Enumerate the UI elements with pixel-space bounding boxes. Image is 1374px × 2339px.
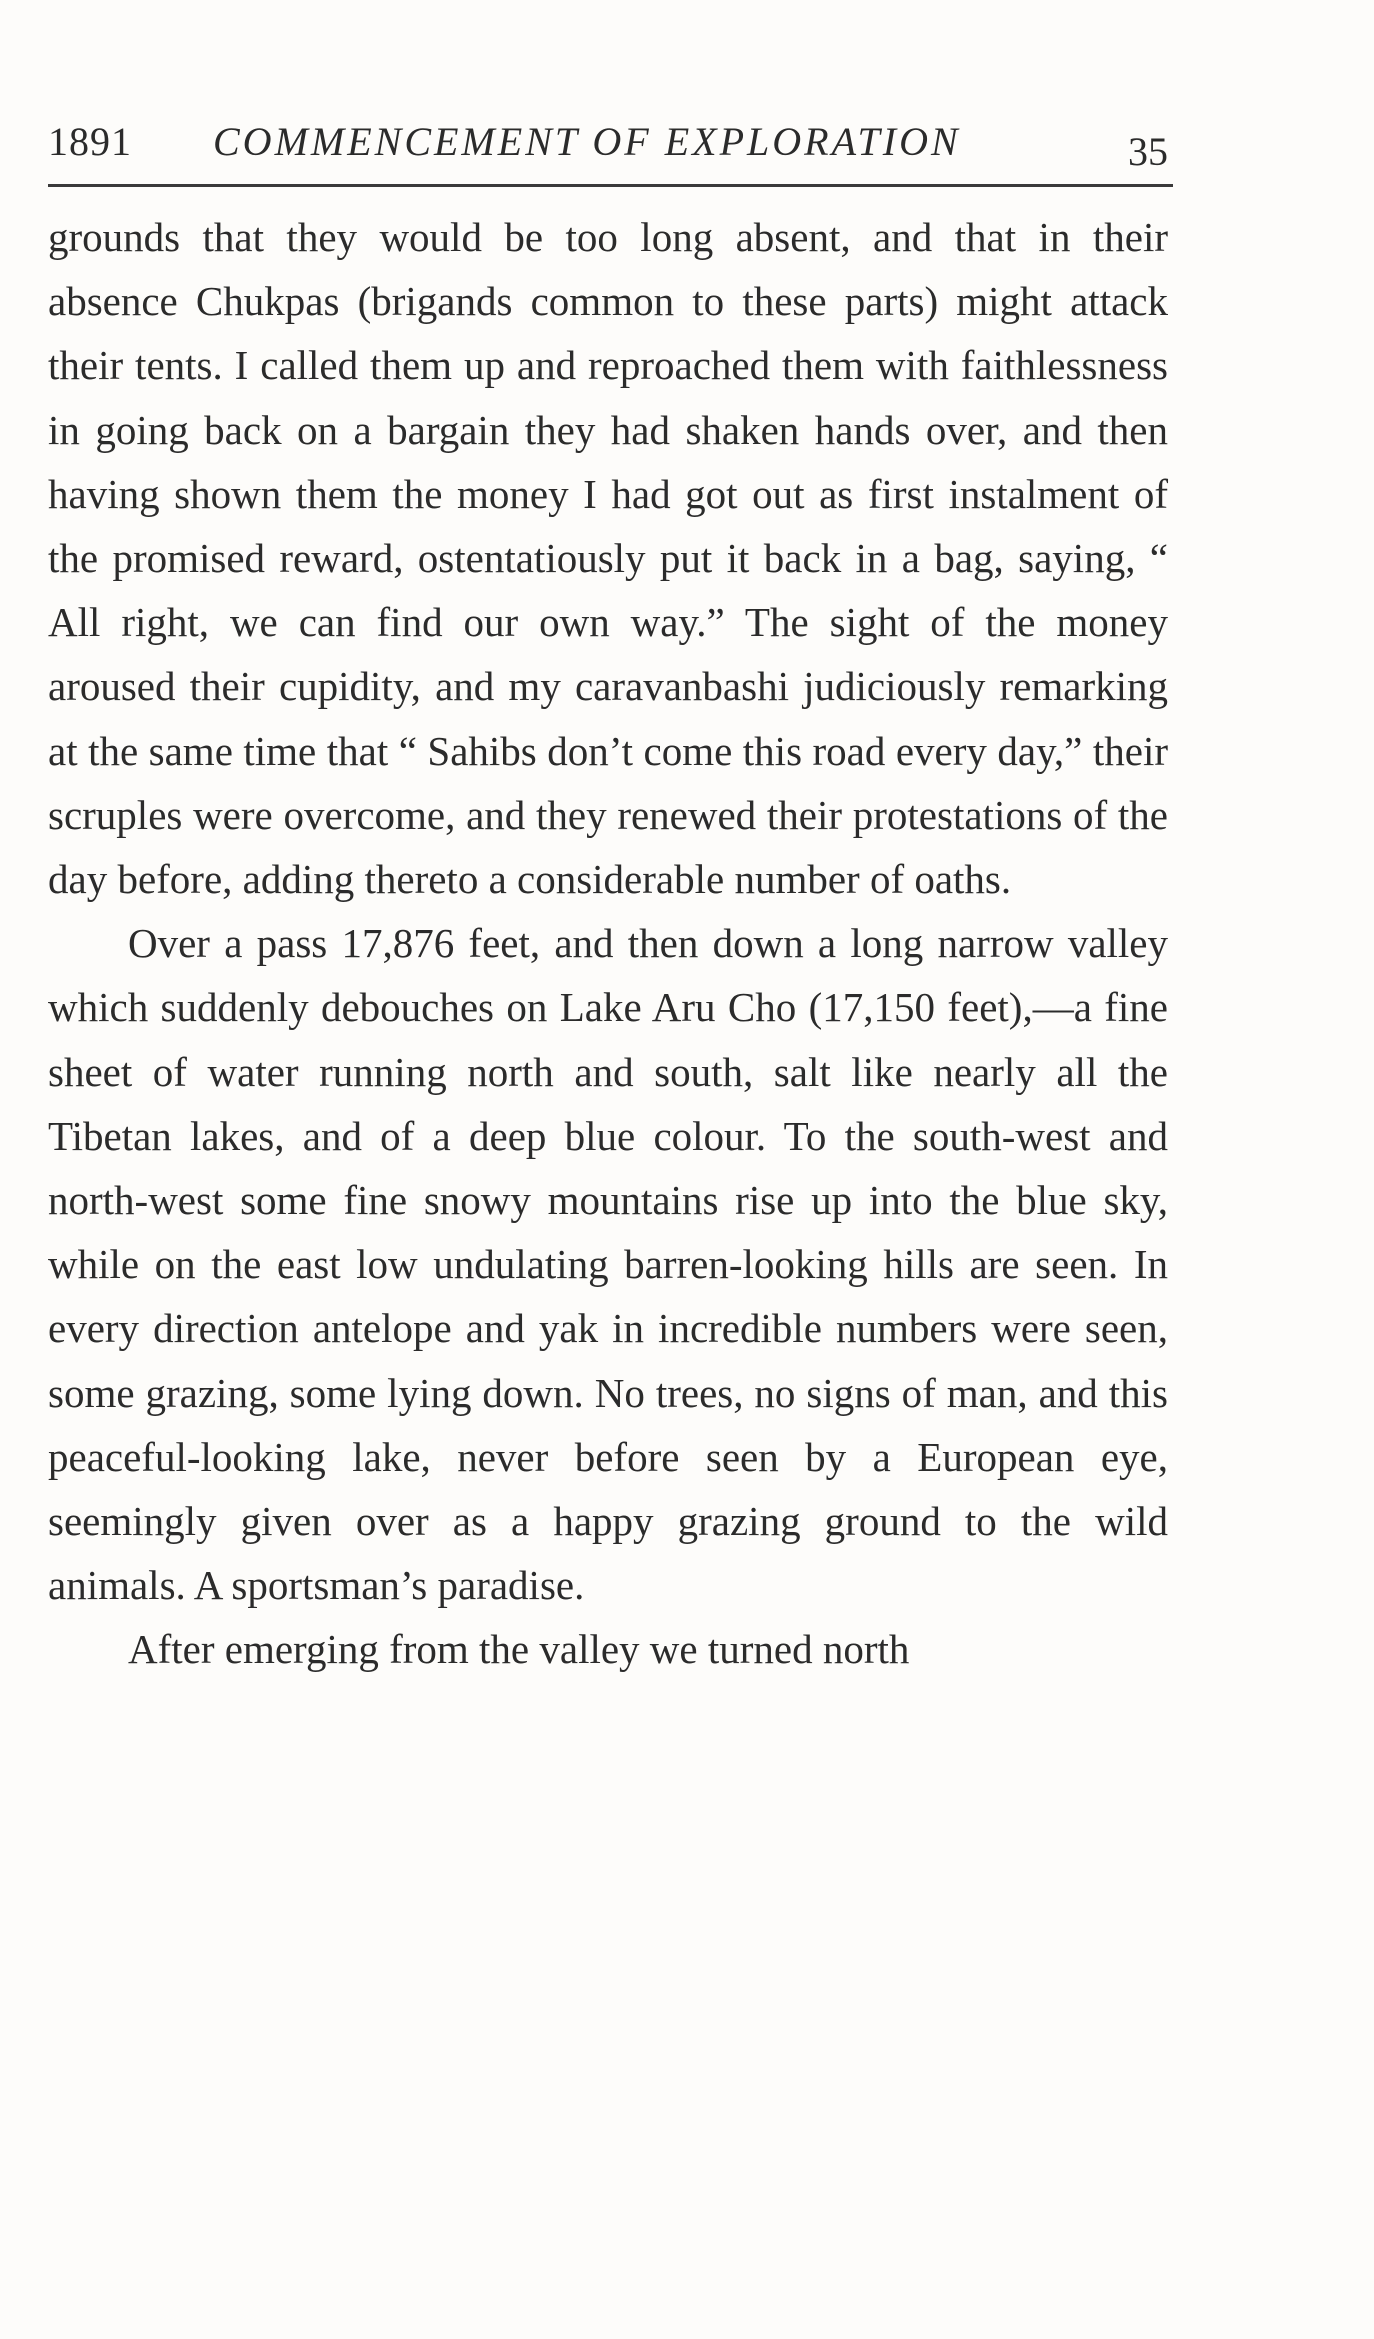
- running-header: [48, 112, 1168, 182]
- body-text: [48, 205, 1168, 1682]
- header-rule: [48, 184, 1173, 187]
- paragraph-continued: grounds that they would be too long absent, and that in their absence Chukpas (brigands common to these parts) might attack their tents. I called them up and reproached them with faithlessness in going back on a bargain they had shaken hands over, and then having shown them the money I had got out as first instalment of the promised reward, ostentatiously put it back in a bag, saying, “ All right, we can find our own way.” The sight of the money aroused their cupidity, and my caravanbashi judiciously remarking at the same time that “ Sahibs don’t come this road every day,” their scruples were overcome, and they renewed their protestations of the day before, adding thereto a considerable number of oaths.: [48, 214, 1168, 903]
- paragraph-after-emerging: After emerging from the valley we turned north: [128, 1626, 910, 1673]
- paragraph-lake-aru-cho: Over a pass 17,876 feet, and then down a long narrow valley which suddenly debouches on Lake Aru Cho (17,150 feet),—a fine sheet of water running north and south, salt like nearly all the Tibetan lakes, and of a deep blue colour. To the south-west and north-west some fine snowy mountains rise up into the blue sky, while on the east low undulating barren-looking hills are seen. In every direction antelope and yak in incredible numbers were seen, some grazing, some lying down. No trees, no signs of man, and this peaceful-looking lake, never before seen by a European eye, seemingly given over as a happy grazing ground to the wild animals. A sportsman’s paradise.: [48, 920, 1168, 1609]
- header-year: 1891: [48, 119, 132, 164]
- page-number: 35: [1128, 129, 1168, 174]
- header-title: COMMENCEMENT OF EXPLORATION: [213, 119, 961, 164]
